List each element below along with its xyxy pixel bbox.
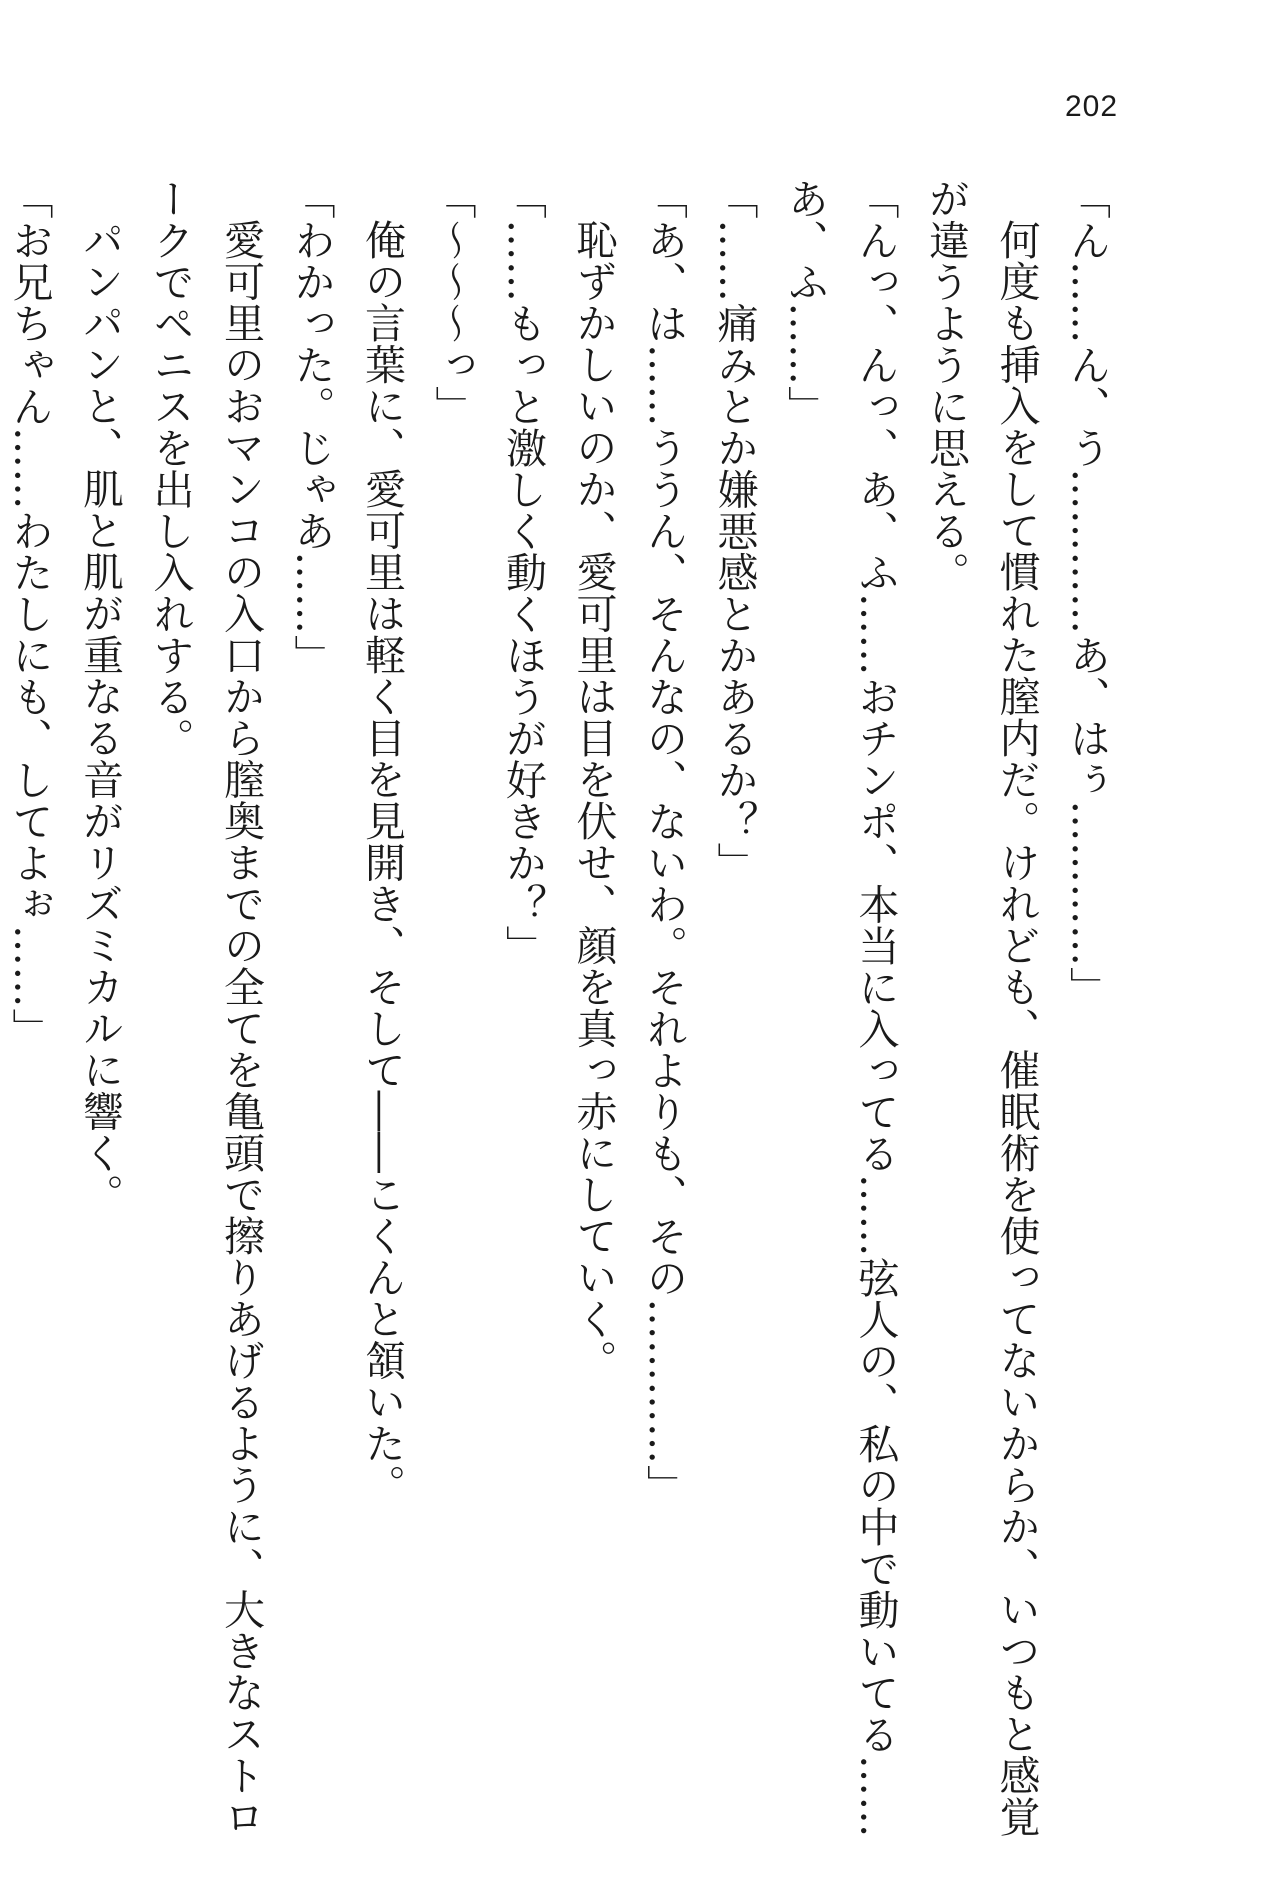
text-line-16: 「お兄ちゃん……わたしにも、してよぉ……」 [5,178,54,1050]
text-line-11: 俺の言葉に、愛可里は軽く目を見開き、そして――こくんと頷いた。 [358,219,406,1506]
text-line-5: あ、ふ……」 [781,178,829,427]
text-line-10: 「～～～っ」 [428,178,477,427]
text-line-13: 愛可里のおマンコの入口から膣奥までの全てを亀頭で擦りあげるように、大きなストロ [217,219,265,1838]
text-line-8: 恥ずかしいのか、愛可里は目を伏せ、顔を真っ赤にしていく。 [569,219,618,1381]
text-line-7: 「あ、は……ううん、そんなの、ないわ。それよりも、その…………」 [640,178,688,1506]
text-line-15: パンパンと、肌と肌が重なる音がリズミカルに響く。 [76,219,124,1215]
text-line-1: 「ん……ん、う…………あ、はぅ…………」 [1063,178,1111,1008]
text-line-6: 「……痛みとか嫌悪感とかあるか？」 [710,178,759,884]
novel-body-text [5,178,1122,1838]
text-line-14: ークでペニスを出し入れする。 [146,178,195,759]
text-line-4: 「んっ、んっ、あ、ふ……おチンポ、本当に入ってる……弦人の、私の中で動いてる…… [851,178,900,1838]
text-line-3: が違うように思える。 [922,178,970,593]
page-number: 202 [1065,90,1119,123]
text-line-2: 何度も挿入をして慣れた膣内だ。けれども、催眠術を使ってないからか、いつもと感覚 [992,219,1041,1838]
text-line-12: 「わかった。じゃあ……」 [287,178,336,676]
text-line-9: 「……もっと激しく動くほうが好きか？」 [499,178,547,967]
